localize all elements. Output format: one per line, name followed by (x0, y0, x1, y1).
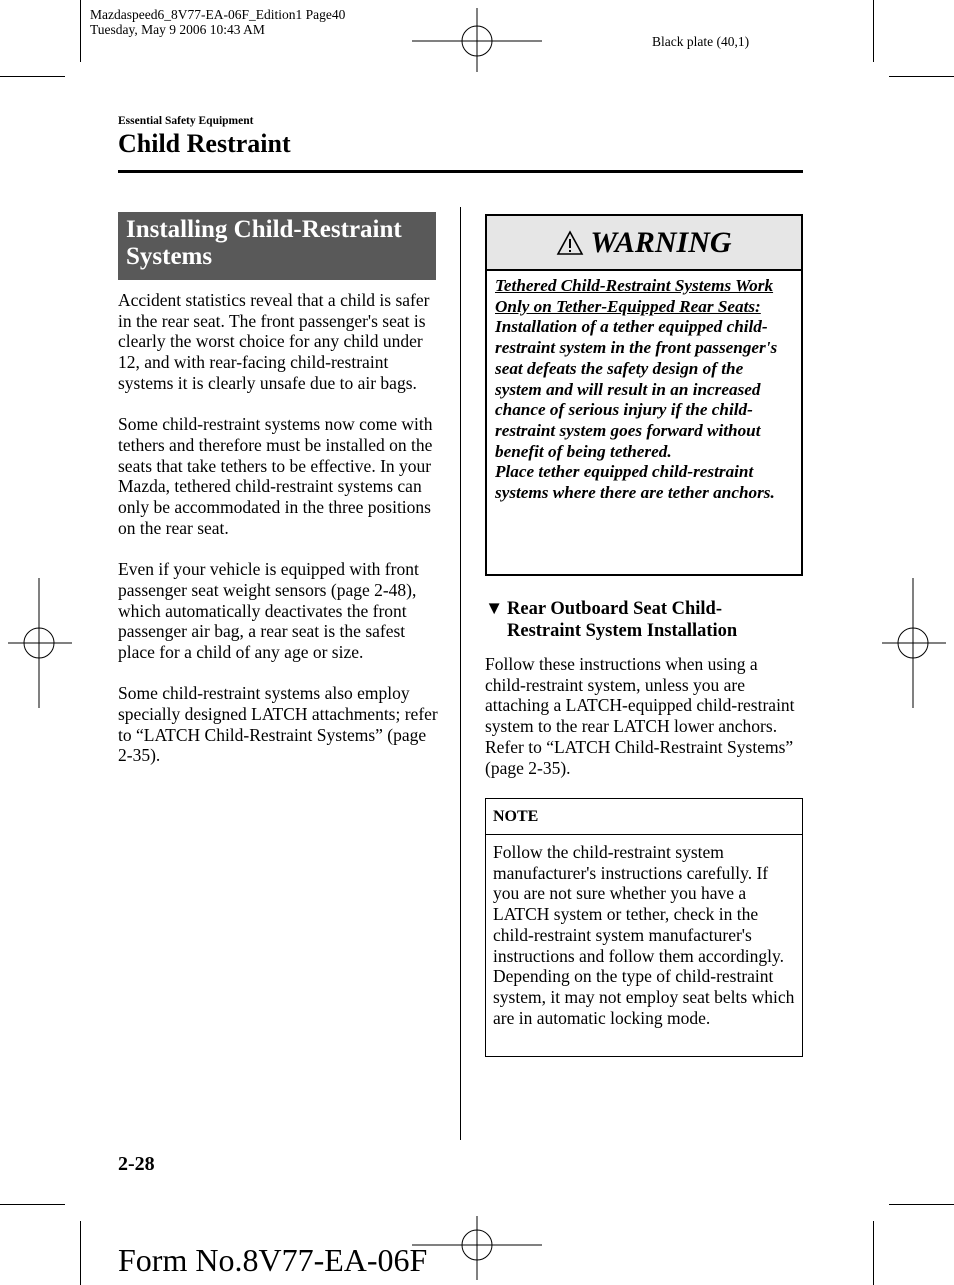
crop-mark (0, 76, 65, 77)
column-divider (460, 207, 461, 1140)
subsection-title: Rear Outboard Seat Child-Restraint System Installation (507, 599, 738, 641)
paragraph: Some child-restraint systems now come with tethers and therefore must be installed on the seats that take tethers to be effective. In your Mazda, tethered child-restraint systems can only be accommodated in the three positions on the rear seat. (118, 414, 433, 538)
section-kicker: Essential Safety Equipment (118, 115, 254, 127)
warning-title: WARNING (590, 225, 732, 259)
crop-mark (873, 1221, 874, 1285)
paragraph: Even if your vehicle is equipped with front passenger seat weight sensors (page 2-48), which automatically deactivates the front passenger air bag, a rear seat is the safest place for a child of any age or size. (118, 559, 419, 662)
print-meta (90, 7, 345, 37)
print-meta-line1: Mazdaspeed6_8V77-EA-06F_Edition1 Page40 (90, 7, 346, 22)
header-rule (118, 170, 803, 173)
page-title: Child Restraint (118, 129, 291, 158)
crop-mark (889, 76, 954, 77)
note-label: NOTE (486, 799, 802, 835)
subsection-heading (485, 598, 785, 642)
note-box (485, 798, 803, 1057)
warning-body (487, 271, 801, 512)
warning-triangle-icon (556, 230, 584, 256)
crop-mark (80, 0, 81, 62)
page-number: 2-28 (118, 1153, 155, 1175)
print-meta-line2: Tuesday, May 9 2006 10:43 AM (90, 22, 265, 37)
registration-mark-icon (8, 578, 72, 708)
warning-text: Installation of a tether equipped child-restraint system in the front passenger's seat defeats the safety design of the system and will result in an increased chance of serious injury if the child-restraint system goes forward without benefit of being tethered. (495, 317, 778, 461)
black-plate-label: Black plate (40,1) (652, 34, 750, 49)
left-column-body (118, 290, 438, 787)
subsection-paragraph: Follow these instructions when using a child-restraint system, unless you are attaching a LATCH-equipped child-restraint system to the rear LATCH lower anchors. Refer to “LATCH Child-Restraint Systems” (page 2-35). (485, 654, 795, 778)
crop-mark (889, 1204, 954, 1205)
registration-mark-icon (412, 1216, 542, 1280)
paragraph: Some child-restraint systems also employ specially designed LATCH attachments; refer to “LATCH Child-Restraint Systems” (page 2-35). (118, 683, 438, 766)
crop-mark (0, 1204, 65, 1205)
note-text: Follow the child-restraint system manufacturer's instructions carefully. If you are not sure whether you have a LATCH system or tether, check in the child-restraint system manufacturer's instructions and follow them accordingly. Depending on the type of child-restraint system, it may not employ seat belts which are in automatic locking mode. (493, 842, 795, 1028)
warning-box (485, 214, 803, 576)
section-heading: Installing Child-Restraint Systems (118, 212, 436, 280)
warning-subtitle: Tethered Child-Restraint Systems Work Only on Tether-Equipped Rear Seats: (495, 276, 774, 316)
paragraph: Accident statistics reveal that a child is safer in the rear seat. The front passenger's seat is clearly the worst choice for any child under 12, and with rear-facing child-restraint systems it is clearly unsafe due to air bags. (118, 290, 430, 393)
triangle-down-icon: ▼ (485, 599, 504, 619)
warning-text: Place tether equipped child-restraint systems where there are tether anchors. (495, 462, 775, 503)
registration-mark-icon (882, 578, 946, 708)
crop-mark (80, 1221, 81, 1285)
form-number: Form No.8V77-EA-06F (118, 1242, 428, 1278)
warning-header (487, 216, 801, 271)
registration-mark-icon (412, 8, 542, 72)
crop-mark (873, 0, 874, 62)
